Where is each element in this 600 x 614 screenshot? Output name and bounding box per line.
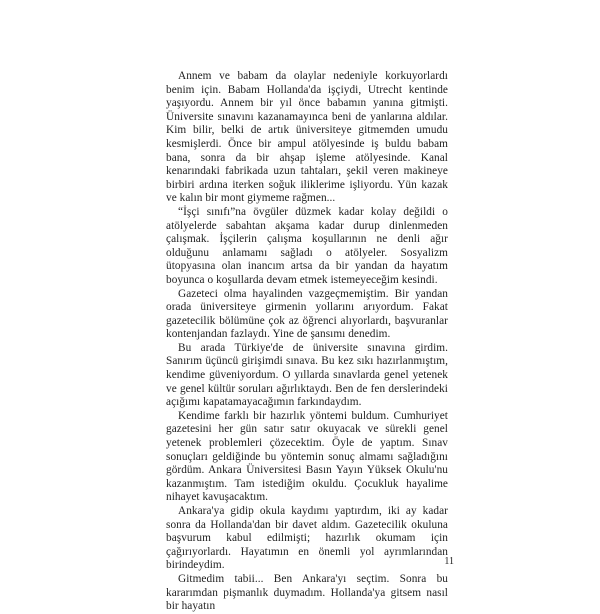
paragraph-2: “İşçi sınıfı”na övgüler düzmek kadar kolay değildi o atölyelerde sabahtan akşama kadar durup dinlenmeden çalışmak. İşçilerin çalışma koşullarının ne denli ağır olduğunu anlamamı sağladı o atölyeler. Sosyalizm ütopyasına olan inancım artsa da bir yandan da hayatım boyunca o koşullarda devam etmek istemeyeceğim kesindi.: [166, 205, 448, 286]
body-text: [166, 70, 448, 614]
page-number: 11: [444, 556, 454, 567]
paragraph-1: Annem ve babam da olaylar nedeniyle korkuyorlardı benim için. Babam Hollanda'da işçiydi, Utrecht kentinde yaşıyordu. Annem bir yıl önce babamın yanına gitmişti. Üniversite sınavını kazanamayınca beni de yanlarına aldılar. Kim bilir, belki de artık üniversiteye gitmemden umudu kesmişlerdi. Önce bir ampul atölyesinde iş buldu babam bana, sonra da bir ahşap işleme atölyesinde. Kanal kenarındaki fabrikada uzun tahtaları, şekil veren makineye birbiri ardına iterken soğuk iliklerime işliyordu. Yün kazak ve kalın bir mont giymeme rağmen...: [166, 70, 448, 205]
paragraph-4: Bu arada Türkiye'de de üniversite sınavına girdim. Sanırım üçüncü girişimdi sınava. Bu kez sıkı hazırlanmıştım, kendime güveniyordum. O yıllarda sınavlarda genel yetenek ve genel kültür soruları ağırlıktaydı. Ben de fen derslerindeki açığımı kapatamayacağımın farkındaydım.: [166, 341, 448, 409]
paragraph-5: Kendime farklı bir hazırlık yöntemi buldum. Cumhuriyet gazetesini her gün satır satır okuyacak ve sürekli genel yetenek problemleri çözecektim. Öyle de yaptım. Sınav sonuçları geldiğinde bu yöntemin sonuç almamı sağladığını gördüm. Ankara Üniversitesi Basın Yayın Yüksek Okulu'nu kazanmıştım. Tam istediğim okuldu. Çocukluk hayalime nihayet kavuşacaktım.: [166, 409, 448, 504]
paragraph-6: Ankara'ya gidip okula kaydımı yaptırdım, iki ay kadar sonra da Hollanda'dan bir davet aldım. Gazetecilik okuluna başvurum kabul edilmişti; hazırlık okumam için çağırıyorlardı. Hayatımın en önemli yol ayrımlarından birindeydim.: [166, 505, 448, 572]
paragraph-7: Gitmedim tabii... Ben Ankara'yı seçtim. Sonra bu kararımdan pişmanlık duymadım. Hollanda'ya gitsem nasıl bir hayatın: [166, 572, 448, 613]
paragraph-3: Gazeteci olma hayalinden vazgeçmemiştim. Bir yandan orada üniversiteye girmenin yollarını arıyordum. Fakat gazetecilik bölümüne çok az öğrenci alıyorlardı, başvuranlar kontenjandan fazlaydı. Yine de şansımı denedim.: [166, 287, 448, 341]
